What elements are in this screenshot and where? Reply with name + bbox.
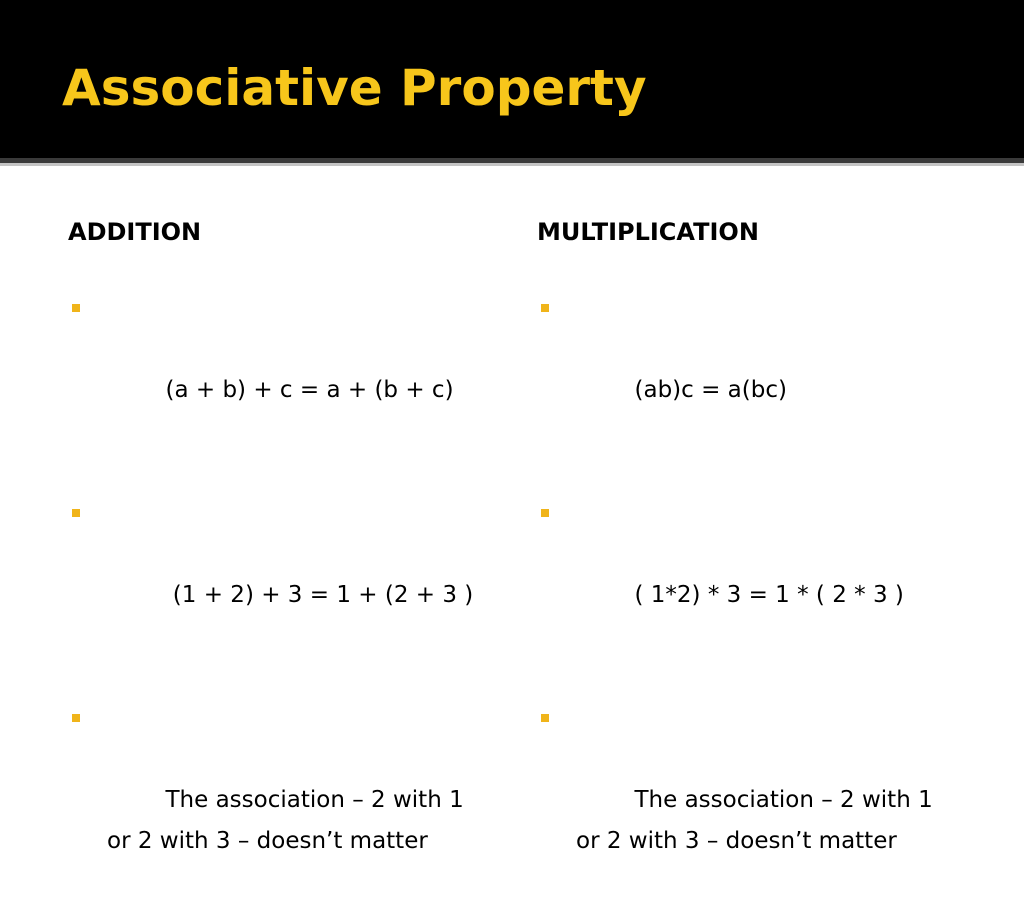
bullet-text: (1 + 2) + 3 = 1 + (2 + 3 ) (165, 582, 474, 608)
bullet-text: (ab)c = a(bc) (634, 377, 787, 403)
bullet-item (537, 698, 967, 903)
addition-column (68, 212, 498, 854)
bullet-text: (a + b) + c = a + (b + c) (165, 377, 454, 403)
bullet-item (68, 698, 498, 903)
bullet-item (68, 288, 498, 452)
multiplication-column (537, 212, 967, 854)
bullet-item (537, 288, 967, 452)
bullet-text: ( 1*2) * 3 = 1 * ( 2 * 3 ) (634, 582, 904, 608)
addition-heading: ADDITION (68, 218, 202, 246)
square-bullet-icon (541, 714, 549, 722)
square-bullet-icon (541, 509, 549, 517)
square-bullet-icon (72, 509, 80, 517)
bullet-item (68, 493, 498, 657)
multiplication-heading: MULTIPLICATION (537, 218, 759, 246)
bullet-text: The association – 2 with 1 or 2 with 3 – doesn’t matter (107, 787, 464, 854)
addition-bullet-list (68, 288, 498, 903)
slide-title: Associative Property (62, 59, 647, 117)
multiplication-bullet-list (537, 288, 967, 903)
title-bar (0, 0, 1024, 158)
bullet-text: The association – 2 with 1 or 2 with 3 – doesn’t matter (576, 787, 933, 854)
square-bullet-icon (72, 304, 80, 312)
square-bullet-icon (541, 304, 549, 312)
title-divider-shadow (0, 163, 1024, 166)
bullet-item (537, 493, 967, 657)
square-bullet-icon (72, 714, 80, 722)
